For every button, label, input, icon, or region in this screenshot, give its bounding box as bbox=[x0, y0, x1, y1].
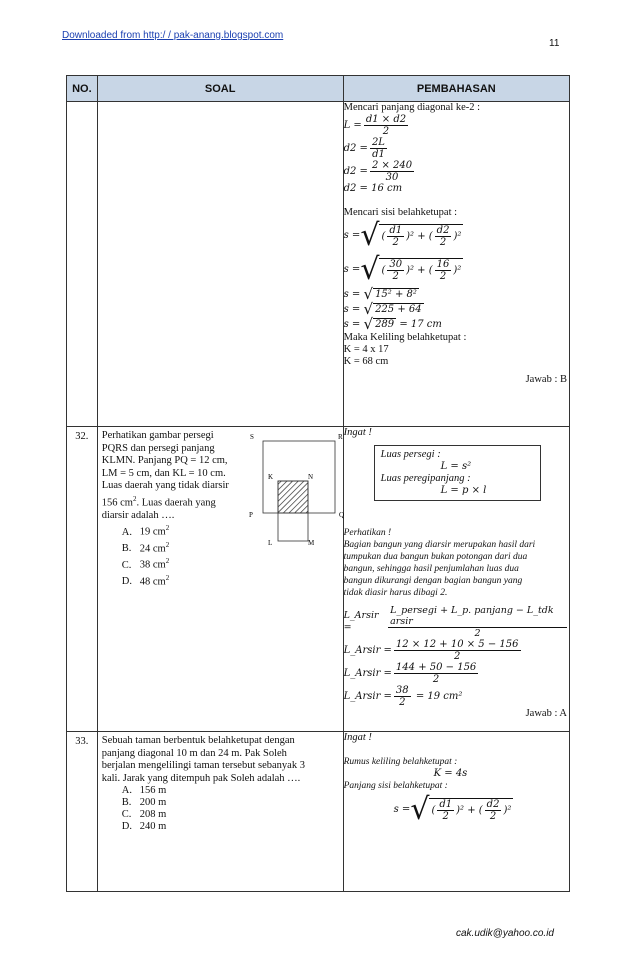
answer-option: D. 240 m bbox=[121, 821, 167, 832]
footer-email: cak.udik@yahoo.co.id bbox=[456, 928, 554, 939]
soal-cell bbox=[97, 427, 343, 732]
answer-options bbox=[98, 785, 343, 833]
pembahasan-cell: Ingat ! Luas persegi : L = s² Luas peregipanjang : L = p × l Perhatikan ! Bagian bangun yang diarsir merupakan hasil dari tumpukan dua bangun bukan potongan dari dua bangun, sehingga hasil penjumlahan luas dua bangun dikurangi dengan bagian bangun yang tidak diasir harus dibagi 2. L_Arsir = $\frac{\text{L\_persegi + L\_p. panjang − L\_tdk arsir}}{2}$ L_Arsir = $\frac{12 \times 12 + 10 \times 5 - 156}{2}$ L_Arsir = $\frac{144 + 50 - 156}{2}$ L_Arsir = $\frac{38}{2}$ = 19 cm² Jawab : A bbox=[343, 427, 569, 732]
source-link[interactable]: Downloaded from http:/ / pak-anang.blogspot.com bbox=[62, 30, 284, 41]
table-row-32 bbox=[67, 427, 570, 732]
answer-option: C. 38 $cm^2$ bbox=[121, 557, 170, 571]
answer-option: A. 156 m bbox=[121, 785, 167, 796]
label-R: R bbox=[337, 433, 343, 441]
solution-table bbox=[66, 75, 570, 892]
soal-cell bbox=[97, 732, 343, 892]
formula-box: Luas persegi : L = s² Luas peregipanjang : L = p × l bbox=[374, 445, 541, 501]
answer-option: C. 208 m bbox=[121, 809, 167, 820]
answer-option: B. 24 $cm^2$ bbox=[121, 540, 170, 554]
label-L: L bbox=[267, 539, 273, 547]
ingat-label: Ingat ! bbox=[343, 427, 372, 438]
label-M: M bbox=[307, 539, 314, 547]
question-text: Sebuah taman berbentuk belahketupat dengan panjang diagonal 10 m dan 24 m. Pak Soleh berjalan mengelilingi taman tersebut sebanyak 3 kali. Jarak yang ditempuh pak Soleh adalah …. bbox=[101, 735, 305, 784]
pembahasan-cell: Mencari panjang diagonal ke-2 : L = $\frac{d1 \times d2}{2}$ d2 = $\frac{2L}{d1}$ d2 = $\frac{2 \times 240}{30}$ d2 = 16 cm Mencari sisi belahketupat : s = √ ( $\frac{d1}{2}$ )² + ( $\frac{d2}{2}$ )² s = √ ( $\frac{30}{2}$ )² + ( $\frac{16}{2}$ )² s = √ 15² + 8² s = √ 225 + 64 s = √ 289 = 17 cm Maka Keliling belahketupat : K = 4 x 17 K = 68 cm Jawab : B bbox=[343, 102, 569, 427]
col-soal-header: SOAL bbox=[97, 76, 343, 102]
label-S: S bbox=[249, 433, 254, 441]
answer-option: A. 19 $cm^2$ bbox=[121, 524, 170, 538]
shaded-region bbox=[278, 481, 308, 513]
label-Q: Q bbox=[338, 511, 344, 519]
label-P: P bbox=[248, 511, 253, 519]
pembahasan-cell: Ingat ! Rumus keliling belahketupat : K = 4s Panjang sisi belahketupat : s = √ ( $\frac{d1}{2}$ )² + ( $\frac{d2}{2}$ )² bbox=[343, 732, 569, 892]
question-text: Perhatikan gambar persegi PQRS dan persegi panjang KLMN. Panjang PQ = 12 cm, LM = 5 cm, dan KL = 10 cm. Luas daerah yang tidak diarsir 156 $cm^2$. Luas daerah yang diarsir adalah …. bbox=[101, 430, 229, 521]
label-N: N bbox=[307, 473, 313, 481]
step-title: Mencari sisi belahketupat : bbox=[343, 207, 458, 218]
soal-cell bbox=[97, 102, 343, 427]
answer-option: D. 48 $cm^2$ bbox=[121, 573, 170, 587]
table-row-33 bbox=[67, 732, 570, 892]
answer-label: Jawab : A bbox=[525, 708, 567, 719]
answer-option: B. 200 m bbox=[121, 797, 167, 808]
table-row-31-cont bbox=[67, 102, 570, 427]
table-header-row bbox=[67, 76, 570, 102]
ingat-label: Ingat ! bbox=[343, 732, 372, 743]
no-cell: 32. bbox=[67, 427, 98, 732]
answer-label: Jawab : B bbox=[525, 374, 567, 385]
col-pembahasan-header: PEMBAHASAN bbox=[343, 76, 569, 102]
col-no-header: NO. bbox=[67, 76, 98, 102]
step-title: Mencari panjang diagonal ke-2 : bbox=[343, 102, 481, 113]
no-cell: 33. bbox=[67, 732, 98, 892]
page-number: 11 bbox=[549, 38, 560, 49]
square-rectangle-figure bbox=[248, 429, 348, 549]
label-K: K bbox=[267, 473, 273, 481]
no-cell bbox=[67, 102, 98, 427]
